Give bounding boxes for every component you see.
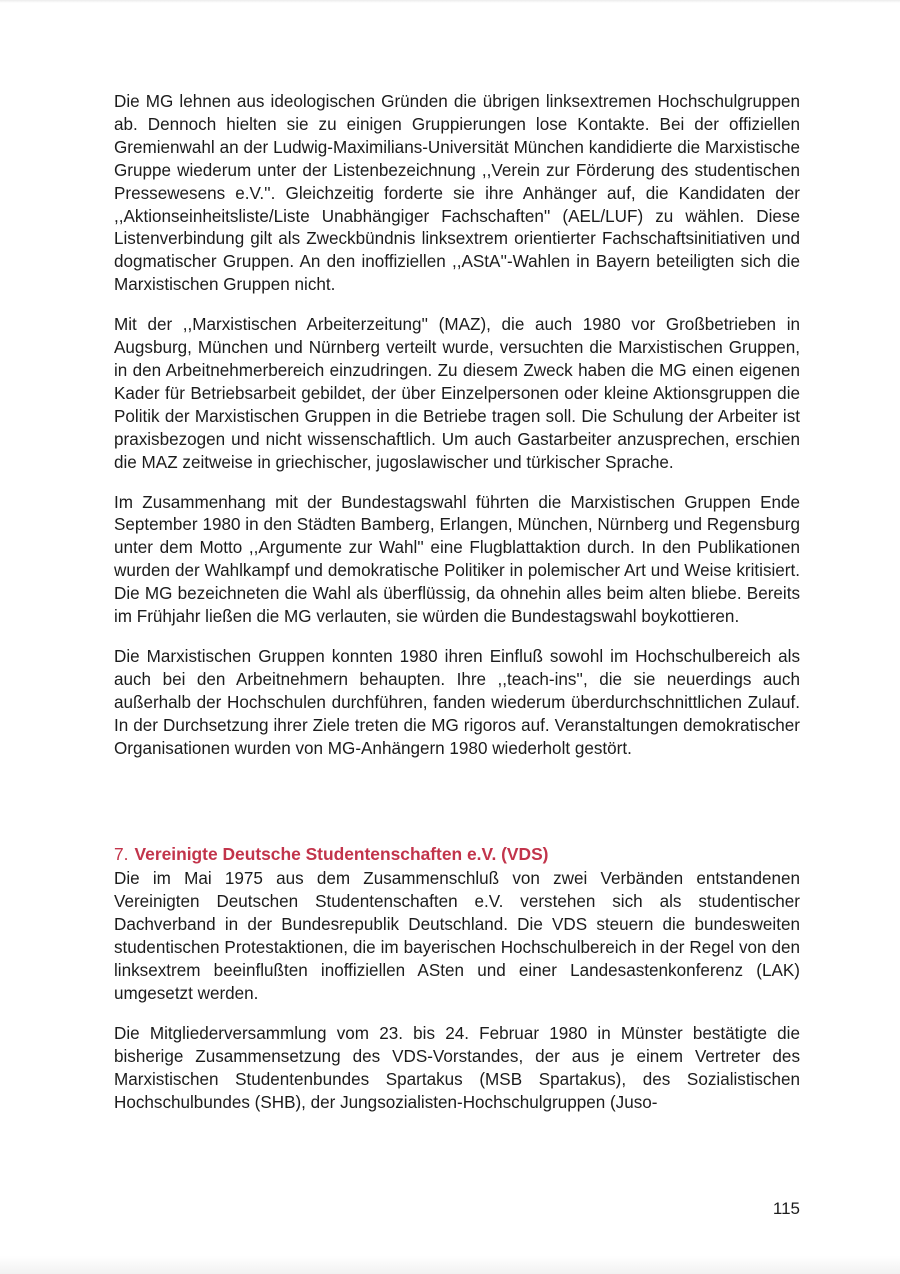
paragraph-mg-ideology: Die MG lehnen aus ideologischen Gründen die übrigen linksextremen Hochschulgruppen ab. Dennoch hielten sie zu einigen Gruppierungen lose Kontakte. Bei der offiziellen Gremienwahl an der Ludwig-Maximilians-Universität München kandidierte die Marxistische Gruppe wiederum unter der Listenbezeichnung ,,Verein zur Förderung des studentischen Pressewesens e.V.''. Gleichzeitig forderte sie ihre Anhänger auf, die Kandidaten der ,,Aktionseinheitsliste/Liste Unabhängiger Fachschaften'' (AEL/LUF) zu wählen. Diese Listenverbindung gilt als Zweckbündnis linksextrem orientierter Fachschaftsinitiativen und dogmatischer Gruppen. An den inoffiziellen ,,AStA''-Wahlen in Bayern beteiligten sich die Marxistischen Gruppen nicht.	[114, 92, 800, 295]
paragraph-vds-mitgliederversammlung: Die Mitgliederversammlung vom 23. bis 24. Februar 1980 in Münster bestätigte die bisherige Zusammensetzung des VDS-Vorstandes, der aus je einem Vertreter des Marxistischen Studentenbundes Spartakus (MSB Spartakus), des Sozialistischen Hochschulbundes (SHB), der Jungsozialisten-Hochschulgruppen (Juso-	[114, 1023, 800, 1112]
page-top-edge	[0, 0, 900, 3]
page-content	[114, 91, 800, 1132]
section-number: 7.	[114, 844, 129, 865]
section-title: Vereinigte Deutsche Studentenschaften e.V. (VDS)	[134, 844, 549, 865]
paragraph-einfluss: Die Marxistischen Gruppen konnten 1980 ihren Einfluß sowohl im Hochschulbereich als auch bei den Arbeitnehmern behaupten. Ihre ,,teach-ins'', die sie neuerdings auch außerhalb der Hochschulen durchführen, fanden wiederum überdurchschnittlichen Zulauf. In der Durchsetzung ihrer Ziele treten die MG rigoros auf. Veranstaltungen demokratischer Organisationen wurden von MG-Anhängern 1980 wiederholt gestört.	[114, 646, 800, 758]
page-bottom-edge	[0, 1256, 900, 1274]
paragraph-bundestagswahl: Im Zusammenhang mit der Bundestagswahl führten die Marxistischen Gruppen Ende September 1980 in den Städten Bamberg, Erlangen, München, Nürnberg und Regensburg unter dem Motto ,,Argumente zur Wahl'' eine Flugblattaktion durch. In den Publikationen wurden der Wahlkampf und demokratische Politiker in polemischer Art und Weise kritisiert. Die MG bezeichneten die Wahl als überflüssig, da ohnehin alles beim alten bliebe. Bereits im Frühjahr ließen die MG verlauten, sie würden die Bundestagswahl boykottieren.	[114, 492, 800, 627]
section-heading-vds	[114, 843, 800, 866]
page-number: 115	[772, 1199, 800, 1218]
paragraph-vds-intro: Die im Mai 1975 aus dem Zusammenschluß von zwei Verbänden entstandenen Vereinigten Deutschen Studentenschaften e.V. verstehen sich als studentischer Dachverband in der Bundesrepublik Deutschland. Die VDS steuern die bundesweiten studentischen Protestaktionen, die im bayerischen Hochschulbereich in der Regel von den linksextrem beeinflußten inoffiziellen ASten und einer Landesastenkonferenz (LAK) umgesetzt werden.	[114, 869, 800, 1003]
section-spacer	[114, 777, 800, 843]
paragraph-maz: Mit der ,,Marxistischen Arbeiterzeitung'' (MAZ), die auch 1980 vor Großbetrieben in Augsburg, München und Nürnberg verteilt wurde, versuchten die Marxistischen Gruppen, in den Arbeitnehmerbereich einzudringen. Zu diesem Zweck haben die MG einen eigenen Kader für Betriebsarbeit gebildet, der über Einzelpersonen oder kleine Aktionsgruppen die Politik der Marxistischen Gruppen in die Betriebe tragen soll. Die Schulung der Arbeiter ist praxisbezogen und nicht wissenschaftlich. Um auch Gastarbeiter anzusprechen, erschien die MAZ zeitweise in griechischer, jugoslawischer und türkischer Sprache.	[114, 315, 800, 472]
